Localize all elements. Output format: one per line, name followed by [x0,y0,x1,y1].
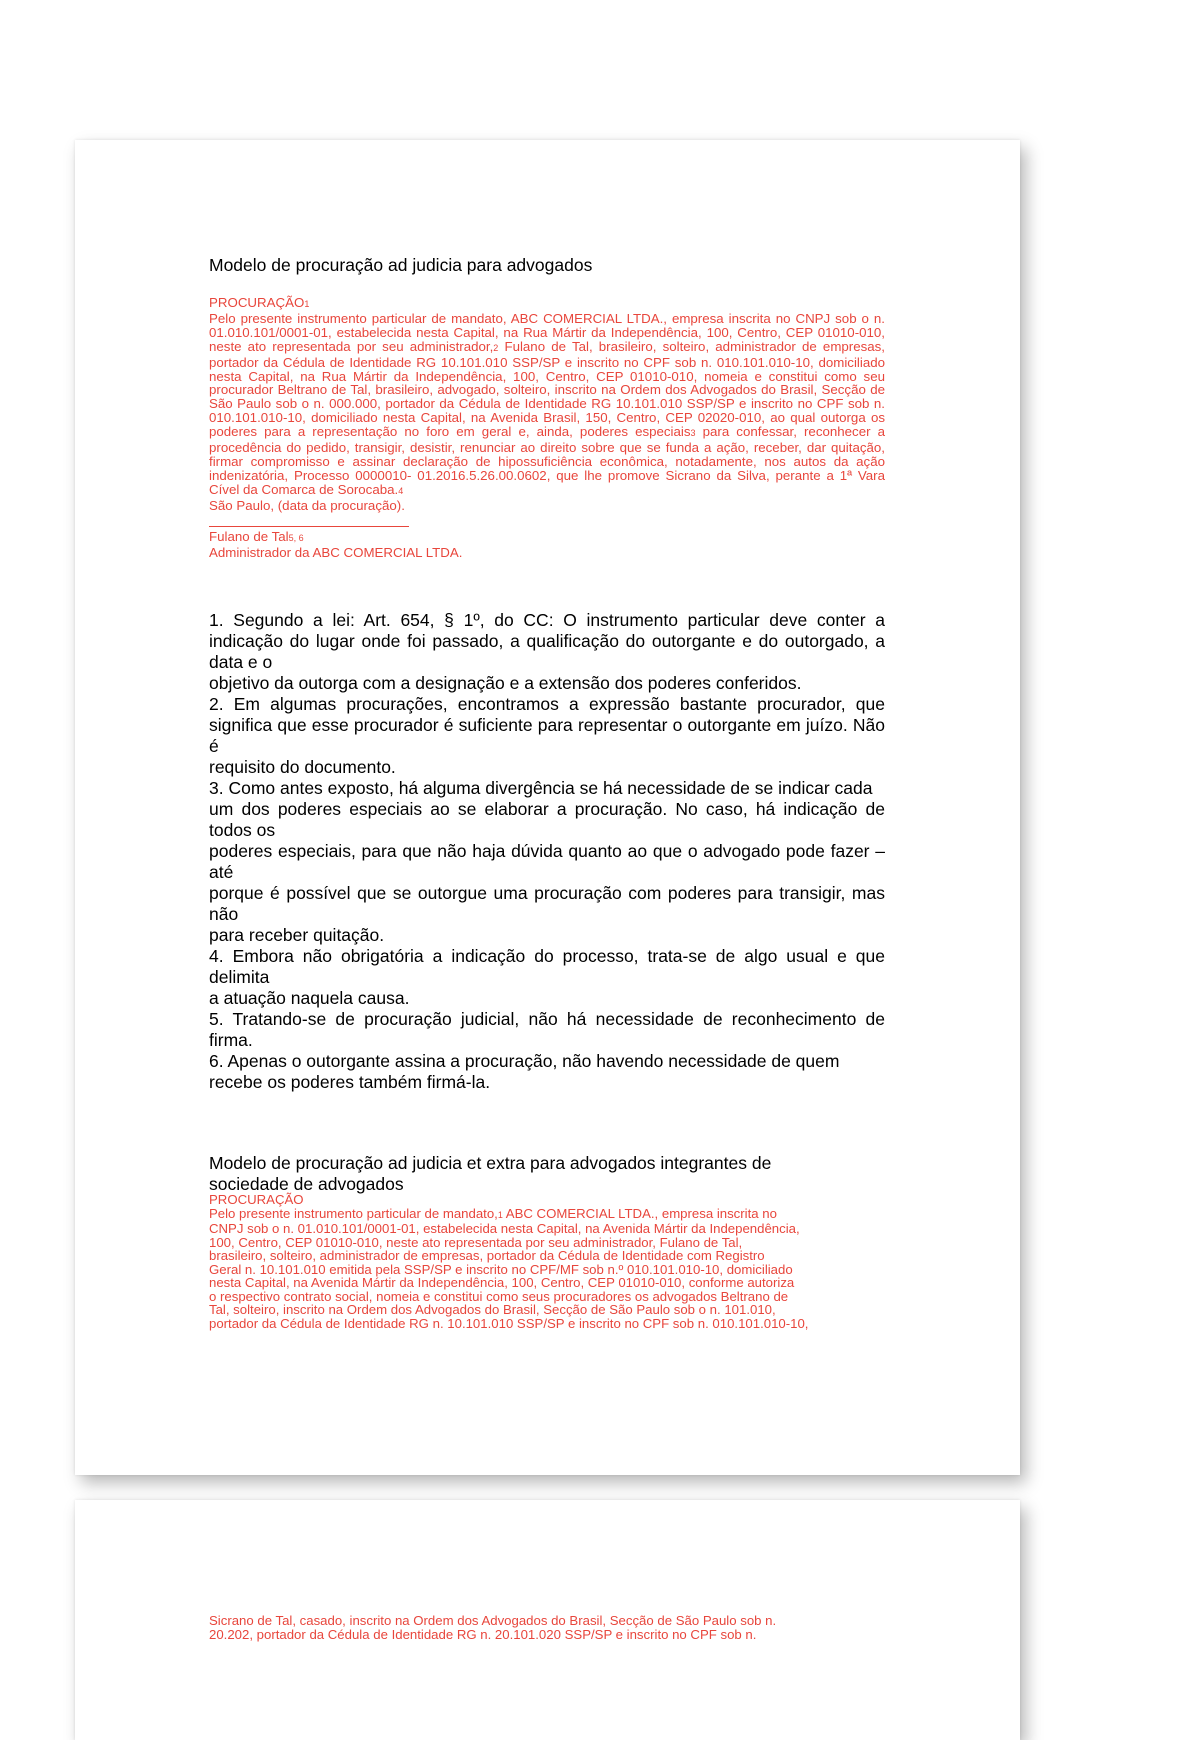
footnote-ref: 4 [398,485,404,496]
procuracao-line: Geral n. 10.101.010 emitida pela SSP/SP e inscrito no CPF/MF sob n.º 010.101.010-10, domiciliado [209,1261,793,1277]
procuracao-line: o respectivo contrato social, nomeia e constitui como seus procuradores os advogados Beltrano de [209,1288,789,1304]
footnote-ref: 1 [497,1209,503,1220]
footnote-ref: 2 [493,342,499,353]
document-title-ad-judicia-et-extra: Modelo de procuração ad judicia et extra para advogados integrantes de sociedade de advogados [209,1153,772,1194]
footnotes [209,610,885,1093]
procuracao-heading: PROCURAÇÃO1 [209,295,310,310]
procuracao-line: portador da Cédula de Identidade RG n. 10.101.010 SSP/SP e inscrito no CPF sob n. 010.101.010-10, [209,1315,809,1331]
footnote-line: objetivo da outorga com a designação e a extensão dos poderes conferidos. [209,673,802,693]
procuracao-model-1 [209,296,885,559]
procuracao-model-2 [209,1193,885,1330]
footnote-line: porque é possível que se outorgue uma procuração com poderes para transigir, mas não [209,883,885,924]
procuracao-line: brasileiro, solteiro, administrador de empresas, portador da Cédula de Identidade com Registro [209,1248,765,1263]
signature-line [209,526,409,527]
page2-text [209,1614,885,1642]
footnote-line: a atuação naquela causa. [209,988,410,1008]
place-date: São Paulo, (data da procuração). [209,497,405,513]
procuracao-line: Tal, solteiro, inscrito na Ordem dos Advogados do Brasil, Secção de São Paulo sob o n. 101.010, [209,1302,776,1317]
procuracao-line: 100, Centro, CEP 01010-010, neste ato representada por seu administrador, Fulano de Tal, [209,1234,743,1250]
footnote-line: 1. Segundo a lei: Art. 654, § 1º, do CC: O instrumento particular deve conter a indicação do lugar onde foi passado, a qualificação do outorgante e do outorgado, a data e o [209,610,885,672]
procuracao-line: Pelo presente instrumento particular de mandato,1 ABC COMERCIAL LTDA., empresa inscrita no [209,1205,777,1221]
footnote-line: 6. Apenas o outorgante assina a procuração, não havendo necessidade de quem recebe os poderes também firmá-la. [209,1051,840,1092]
footnote-line: requisito do documento. [209,757,396,777]
document-title-ad-judicia: Modelo de procuração ad judicia para advogados [209,255,593,275]
page2-line: 20.202, portador da Cédula de Identidade RG n. 20.101.020 SSP/SP e inscrito no CPF sob n. [209,1627,757,1642]
footnote-line: 5. Tratando-se de procuração judicial, não há necessidade de reconhecimento de firma. [209,1009,885,1050]
footnote-line: 3. Como antes exposto, há alguma divergência se há necessidade de se indicar cada [209,778,873,798]
footnote-ref: 1 [304,299,310,309]
footnote-ref: 3 [690,428,696,439]
procuracao-line: CNPJ sob o n. 01.010.101/0001-01, estabelecida nesta Capital, na Avenida Mártir da Independência, [209,1221,800,1236]
footnote-line: para receber quitação. [209,925,385,945]
document-page-2 [75,1500,1020,1740]
procuracao-body: Pelo presente instrumento particular de mandato, ABC COMERCIAL LTDA., empresa inscrita no CNPJ sob o n. 01.010.101/0001-01, estabelecida nesta Capital, na Rua Mártir da Independência, 100, Centro, CEP 01010-010, neste ato representada por seu administrador,2 Fulano de Tal, brasileiro, solteiro, administrador de empresas, portador da Cédula de Identidade RG 10.101.010 SSP/SP e inscrito no CPF sob n. 010.101.010-10, domiciliado nesta Capital, na Rua Mártir da Independência, 100, Centro, CEP 01010-010, nomeia e constitui como seu procurador Beltrano de Tal, brasileiro, advogado, solteiro, inscrito na Ordem dos Advogados do Brasil, Secção de São Paulo sob o n. 000.000, portador da Cédula de Identidade RG 10.101.010 SSP/SP e inscrito no CPF sob n. 010.101.010-10, domiciliado nesta Capital, na Avenida Brasil, 150, Centro, CEP 02020-010, ao qual outorga os poderes para a representação no foro em geral e, ainda, poderes especiais3 para confessar, reconhecer a procedência do pedido, transigir, desistir, renunciar ao direito sobre que se funda a ação, receber, dar quitação, firmar compromisso e assinar declaração de hipossuficiência econômica, notadamente, nos autos da ação indenizatória, Processo 0000010- 01.2016.5.26.00.0602, que lhe promove Sicrano da Silva, perante a 1ª Vara Cível da Comarca de Sorocaba.4 [209,310,885,497]
footnote-line: 4. Embora não obrigatória a indicação do processo, trata-se de algo usual e que delimita [209,946,885,987]
signer-role: Administrador da ABC COMERCIAL LTDA. [209,544,463,560]
footnote-line: um dos poderes especiais ao se elaborar a procuração. No caso, há indicação de todos os [209,799,885,840]
footnote-line: poderes especiais, para que não haja dúvida quanto ao que o advogado pode fazer – até [209,841,885,882]
procuracao-heading: PROCURAÇÃO [209,1192,304,1207]
document-page-1 [75,140,1020,1475]
page2-line: Sicrano de Tal, casado, inscrito na Ordem dos Advogados do Brasil, Secção de São Paulo sob n. [209,1613,777,1628]
signer-name: Fulano de Tal5, 6 [209,528,304,544]
footnote-line: 2. Em algumas procurações, encontramos a expressão bastante procurador, que significa que esse procurador é suficiente para representar o outorgante em juízo. Não é [209,694,885,756]
footnote-ref: 5, 6 [288,532,304,543]
procuracao-line: nesta Capital, na Avenida Mártir da Independência, 100, Centro, CEP 01010-010, conforme autoriza [209,1275,795,1290]
